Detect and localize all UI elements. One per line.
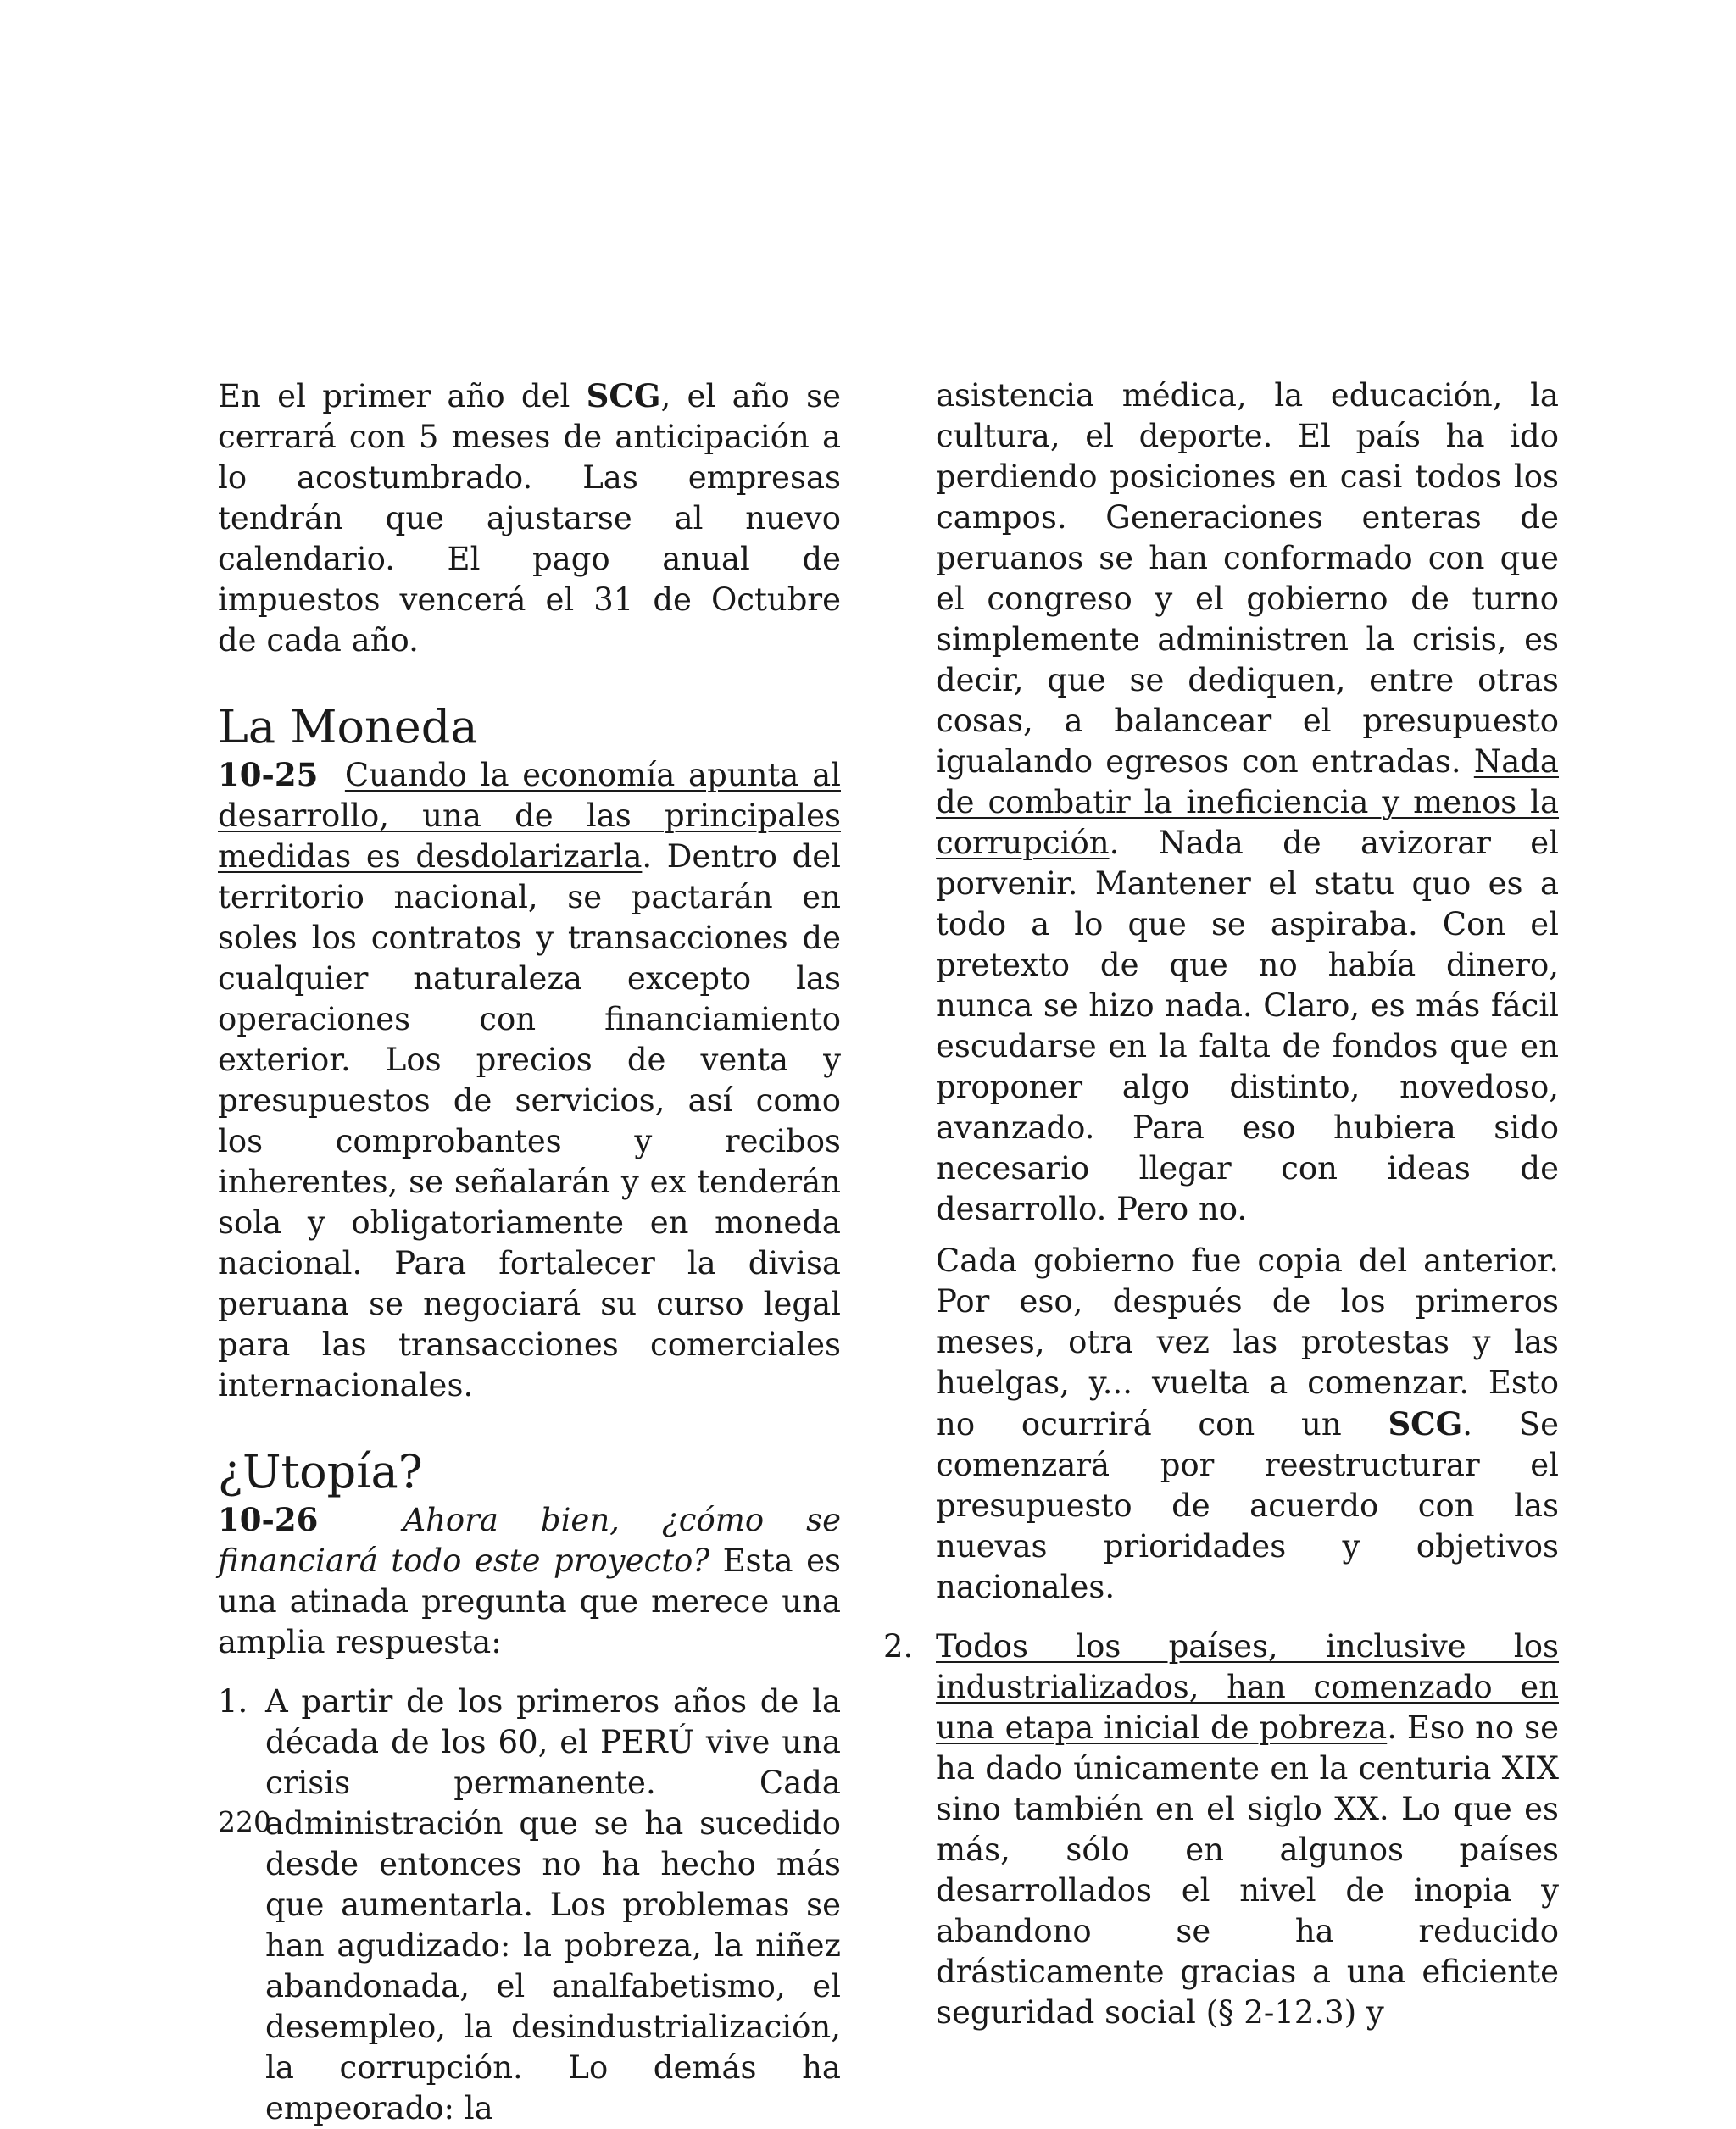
list-number: 2.	[883, 1628, 914, 1665]
scg-bold: SCG	[1388, 1405, 1463, 1442]
paragraph-10-25	[218, 754, 841, 1406]
scg-bold: SCG	[586, 377, 661, 414]
heading-utopia: ¿Utopía?	[218, 1445, 423, 1498]
section-number: 10-26	[218, 1501, 319, 1538]
left-column	[218, 375, 841, 2129]
right-column	[883, 375, 1560, 2033]
paragraph-continuation	[936, 375, 1559, 1230]
italic-question: Ahora bien, ¿cómo se financiará todo este proyecto?	[218, 1502, 841, 1579]
text-span: . Nada de avizorar el porvenir. Mantener el statu quo es a todo a lo que se aspiraba. Con el pretexto de que no había dinero, nunca se hizo nada. Claro, es más fácil escudarse en la falta de fondos que en proponer algo distinto, novedoso, avanzado. Para eso hubiera sido necesario llegar con ideas de desarrollo. Pero no.	[936, 825, 1559, 1227]
section-number: 10-25	[218, 756, 319, 793]
text-span: , el año se cerrará con 5 meses de anticipación a lo acostumbrado. Las empresas tendrán que ajustarse al nuevo calendario. El pago anual de impuestos vencerá el 31 de Octubre de cada año.	[218, 378, 841, 659]
text-span: . Se comenzará por reestructurar el presupuesto de acuerdo con las nuevas prioridades y objetivos nacionales.	[936, 1406, 1559, 1605]
list-item-1	[218, 1682, 841, 2129]
list-item-2	[883, 1626, 1559, 2033]
text-span: En el primer año del	[218, 378, 587, 414]
list-number: 1.	[218, 1683, 248, 1720]
heading-la-moneda: La Moneda	[218, 700, 478, 753]
underlined-text: Nada de combatir la ineficiencia y menos la corrupción	[936, 743, 1559, 861]
underlined-text: Cuando la economía apunta al desarrollo, una de las principales medidas es desdolarizarla	[218, 757, 841, 875]
list-text: A partir de los primeros años de la década de los 60, el PERÚ vive una crisis permanente. Cada administración que se ha sucedido desde entonces no ha hecho más que aumentarla. Los problemas se han agudizado: la pobreza, la niñez abandonada, el analfabetismo, el desempleo, la desindustrialización, la corrupción. Lo demás ha empeorado: la	[265, 1683, 841, 2126]
text-span: . Eso no se ha dado únicamente en la centuria XIX sino también en el siglo XX. Lo que es más, sólo en algunos países desarrollados el nivel de inopia y abandono se ha reducido drásticamente gracias a una eficiente seguridad social (§ 2-12.3) y	[936, 1709, 1560, 2031]
text-span: Esta es una atinada pregunta que merece una amplia respuesta:	[218, 1543, 841, 1660]
page-number: 220	[218, 1805, 271, 1838]
paragraph-cada-gobierno	[936, 1241, 1559, 1608]
text-span: asistencia médica, la educación, la cultura, el deporte. El país ha ido perdiendo posiciones en casi todos los campos. Generaciones enteras de peruanos se han conformado con que el congreso y el gobierno de turno simplemente administren la crisis, es decir, que se dediquen, entre otras cosas, a balancear el presupuesto igualando egresos con entradas.	[936, 377, 1559, 780]
list-text	[936, 1626, 1559, 2033]
paragraph-10-26	[218, 1499, 841, 1663]
text-span: Cada gobierno fue copia del anterior. Por eso, después de los primeros meses, otra vez las protestas y las huelgas, y... vuelta a comenzar. Esto no ocurrirá con un	[936, 1242, 1559, 1442]
paragraph-calendar	[218, 375, 841, 661]
underlined-text: Todos los países, inclusive los industrializados, han comenzado en una etapa inicial de pobreza	[936, 1628, 1559, 1746]
text-span: . Dentro del territorio nacional, se pactarán en soles los contratos y transacciones de cualquier naturaleza excepto las operaciones con financiamiento exterior. Los precios de venta y presupuestos de servicios, así como los comprobantes y recibos inherentes, se señalarán y ex tenderán sola y obligatoriamente en moneda nacional. Para fortalecer la divisa peruana se negociará su curso legal para las transacciones comerciales internacionales.	[218, 838, 842, 1404]
